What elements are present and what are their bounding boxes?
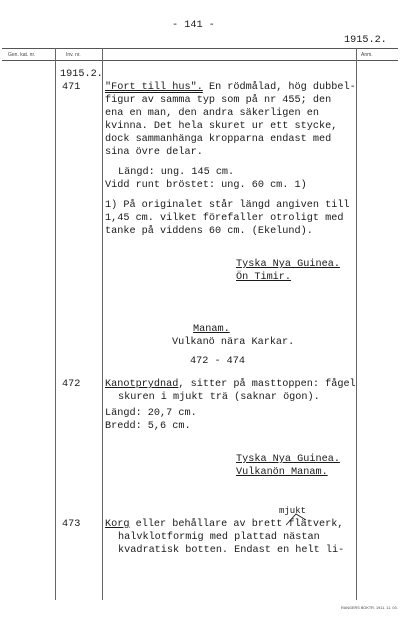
entry-471-text-3: kvinna. Det hela skuret ur ett stycke, xyxy=(105,121,338,132)
inv-number-471: 471 xyxy=(62,82,81,93)
column-rule-2 xyxy=(102,48,103,600)
column-rule-1 xyxy=(55,48,56,600)
inv-number-473: 473 xyxy=(62,519,81,530)
group-title: Manam. xyxy=(193,324,230,335)
entry-472-text-rest: , sitter på masttoppen: fågel xyxy=(178,379,356,390)
group-range: 472 - 474 xyxy=(190,356,246,367)
column-rule-3 xyxy=(356,48,357,600)
entry-471-line-1 xyxy=(105,81,356,94)
entry-473-text-3: kvadratisk botten. Endast en helt li- xyxy=(118,545,345,556)
inv-number-472: 472 xyxy=(62,379,81,390)
entry-472-title: Kanotprydnad xyxy=(105,379,179,390)
printer-mark: RANGERS BOKTR. 1911. 11. 03. xyxy=(341,606,398,610)
entry-471-text-4: dock sammanhänga kropparna endast med xyxy=(105,134,332,145)
entry-471-text-0: En rödmålad, hög dubbel- xyxy=(208,82,356,93)
header-bottom-rule xyxy=(2,60,398,61)
entry-473-title: Korg xyxy=(105,519,130,530)
group-subtitle: Vulkanö nära Karkar. xyxy=(172,337,295,348)
handwritten-insert: mjukt xyxy=(279,506,307,516)
footnote-line-3: tanke på viddens 60 cm. (Ekelund). xyxy=(105,226,313,237)
footnote-line-1: 1) På originalet står längd angiven till xyxy=(105,200,350,211)
entry-473-line-1 xyxy=(105,518,343,531)
entry-472-locality-2: Vulkanön Manam. xyxy=(236,467,328,478)
page-number: - 141 - xyxy=(172,20,215,31)
entry-471-length: Längd: ung. 145 cm. xyxy=(118,167,235,178)
entry-471-locality-2: Ön Timir. xyxy=(236,272,292,283)
entry-472-locality-1: Tyska Nya Guinea. xyxy=(236,454,340,465)
column-header-anm: Anm. xyxy=(361,52,373,58)
entry-472-text-2: skuren i mjukt trä (saknar ögon). xyxy=(118,392,320,403)
column-header-inv: Inv. nr. xyxy=(66,52,81,58)
footnote-line-2: 1,45 cm. vilket förefaller otroligt med xyxy=(105,213,344,224)
entry-472-line-1 xyxy=(105,378,356,391)
column-header-gen-kat: Gen. kat. nr. xyxy=(8,52,36,58)
year-code: 1915.2. xyxy=(344,35,387,46)
entry-471-text-1: figur av samma typ som på nr 455; den xyxy=(105,95,332,106)
entry-471-width: Vidd runt bröstet: ung. 60 cm. 1) xyxy=(105,180,307,191)
entry-471-text-5: sina övre delar. xyxy=(105,147,203,158)
entry-471-title: "Fort till hus". xyxy=(105,82,203,93)
section-year: 1915.2. xyxy=(60,69,103,80)
entry-471-locality-1: Tyska Nya Guinea. xyxy=(236,259,340,270)
entry-472-length: Längd: 20,7 cm. xyxy=(105,408,197,419)
entry-471-text-2: ena en man, den andra säkerligen en xyxy=(105,108,319,119)
entry-473-text-1: eller behållare av brett flätverk, xyxy=(135,519,344,530)
entry-472-width: Bredd: 5,6 cm. xyxy=(105,421,191,432)
entry-473-text-2: halvklotformig med plattad nästan xyxy=(118,532,320,543)
header-top-rule xyxy=(2,48,398,49)
